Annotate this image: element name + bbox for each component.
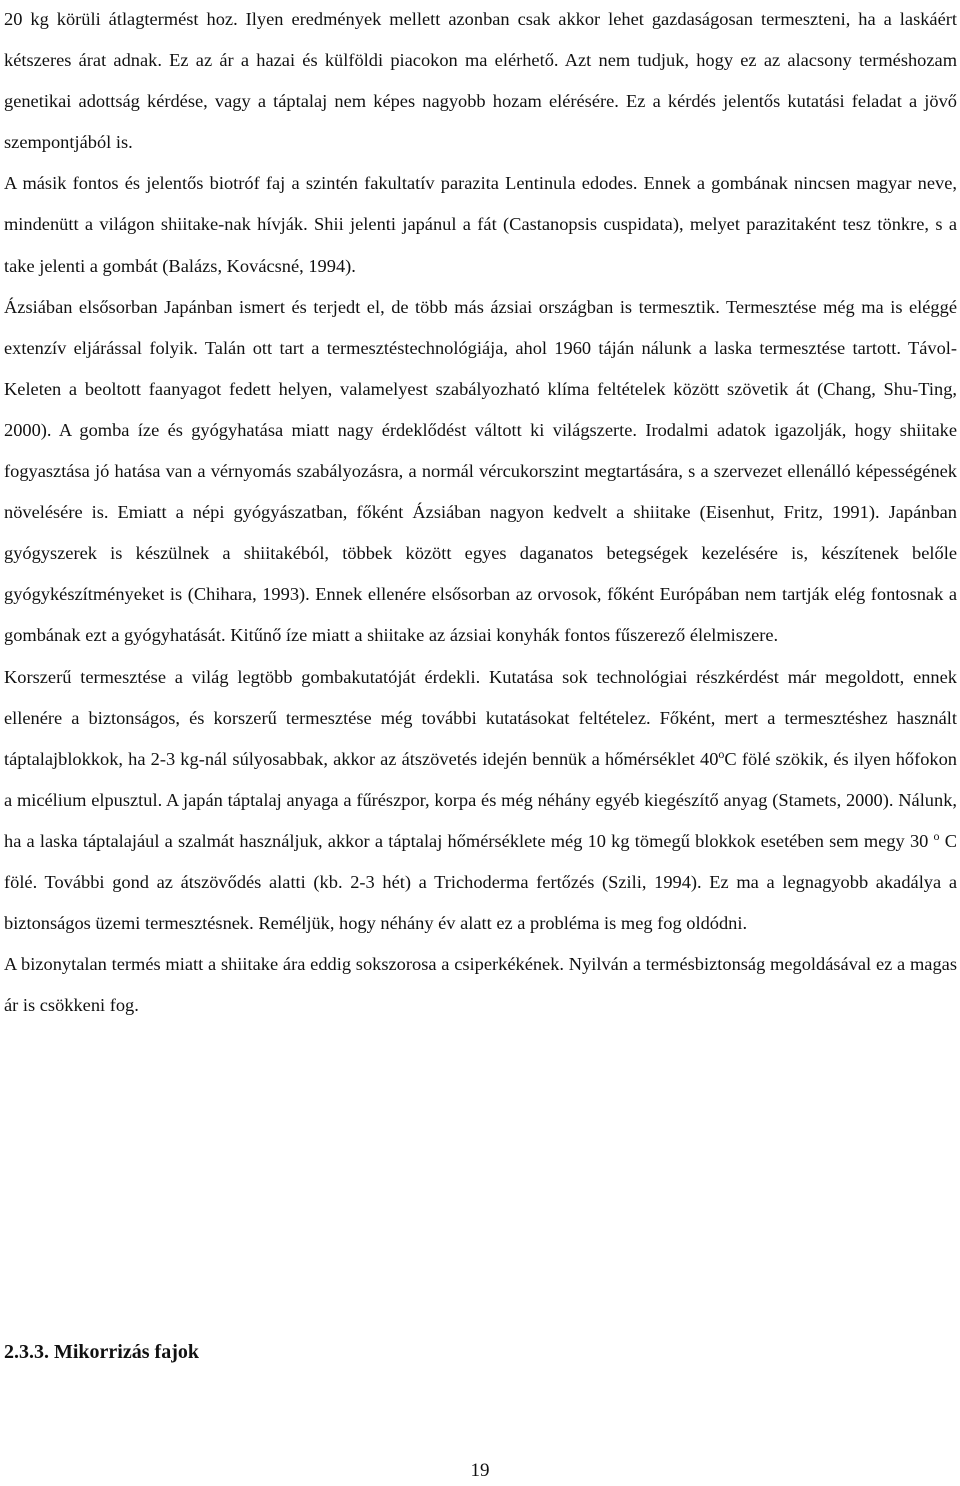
section-heading: 2.3.3. Mikorrizás fajok <box>4 1341 199 1363</box>
document-body <box>4 0 957 1026</box>
paragraph-1 <box>4 0 957 163</box>
paragraph-4 <box>4 657 957 945</box>
degree-superscript: o <box>718 746 725 761</box>
paragraph-5 <box>4 944 957 1026</box>
page-number: 19 <box>470 1460 490 1481</box>
paragraph-5-text: A bizonytalan termés miatt a shiitake ára eddig sokszorosa a csiperkékének. Nyilván a termésbiztonság megoldásával ez a magas ár is csökkeni fog. <box>4 954 957 1016</box>
degree-superscript: o <box>933 828 940 843</box>
paragraph-2 <box>4 163 957 286</box>
paragraph-2-text: A másik fontos és jelentős biotróf faj a szintén fakultatív parazita Lentinula edodes. Ennek a gombának nincsen magyar neve, mindenütt a világon shiitake-nak hívják. Shii jelenti japánul a fát (Castanopsis cuspidata), melyet parazitaként tesz tönkre, s a take jelenti a gombát (Balázs, Kovácsné, 1994). <box>4 173 957 276</box>
paragraph-3 <box>4 287 957 657</box>
paragraph-4-text-b: C fölé szökik, és ilyen hőfokon a micélium elpusztul. A japán táptalaj anyaga a fűrészpor, korpa és még néhány egyéb kiegészítő anyag (Stamets, 2000). Nálunk, ha a laska táptalajául a szalmát használjuk, akkor a táptalaj hőmérséklete még 10 kg tömegű blokkok esetében sem megy 30 <box>4 748 957 851</box>
paragraph-1-text: 20 kg körüli átlagtermést hoz. Ilyen eredmények mellett azonban csak akkor lehet gazdaságosan termeszteni, ha a laskáért kétszeres árat adnak. Ez az ár a hazai és külföldi piacokon ma elérhető. Azt nem tudjuk, hogy ez az alacsony terméshozam genetikai adottság kérdése, vagy a táptalaj nem képes nagyobb hozam elérésére. Ez a kérdés jelentős kutatási feladat a jövő szempontjából is. <box>4 9 957 153</box>
paragraph-3-text: Ázsiában elsősorban Japánban ismert és terjedt el, de több más ázsiai országban is termesztik. Termesztése még ma is eléggé extenzív eljárással folyik. Talán ott tart a termesztéstechnológiája, ahol 1960 táján nálunk a laska termesztése tartott. Távol-Keleten a beoltott faanyagot fedett helyen, valamelyest szabályozható klíma feltételek között szövetik át (Chang, Shu-Ting, 2000). A gomba íze és gyógyhatása miatt nagy érdeklődést váltott ki világszerte. Irodalmi adatok igazolják, hogy shiitake fogyasztása jó hatása van a vérnyomás szabályozásra, a normál vércukorszint megtartására, s a szervezet ellenálló képességének növelésére is. Emiatt a népi gyógyászatban, főként Ázsiában nagyon kedvelt a shiitake (Eisenhut, Fritz, 1991). Japánban gyógyszerek is készülnek a shiitakéból, többek között egyes daganatos betegségek kezelésére is, készítenek belőle gyógykészítményeket is (Chihara, 1993). Ennek ellenére elsősorban az orvosok, főként Európában nem tartják elég fontosnak a gombának ezt a gyógyhatását. Kitűnő íze miatt a shiitake az ázsiai konyhák fontos fűszerező élelmiszere. <box>4 296 957 646</box>
paragraph-4-text-a: Korszerű termesztése a világ legtöbb gombakutatóját érdekli. Kutatása sok technológiai részkérdést már megoldott, ennek ellenére a biztonságos, és korszerű termesztése még további kutatásokat feltételez. Főként, mert a termesztéshez használt táptalajblokkok, ha 2-3 kg-nál súlyosabbak, akkor az átszövetés idején bennük a hőmérséklet 40 <box>4 666 957 769</box>
paragraph-4-text-c: C fölé. További gond az átszövődés alatti (kb. 2-3 hét) a Trichoderma fertőzés (Szili, 1994). Ez ma a legnagyobb akadálya a biztonságos üzemi termesztésnek. Reméljük, hogy néhány év alatt ez a probléma is meg fog oldódni. <box>4 830 957 934</box>
